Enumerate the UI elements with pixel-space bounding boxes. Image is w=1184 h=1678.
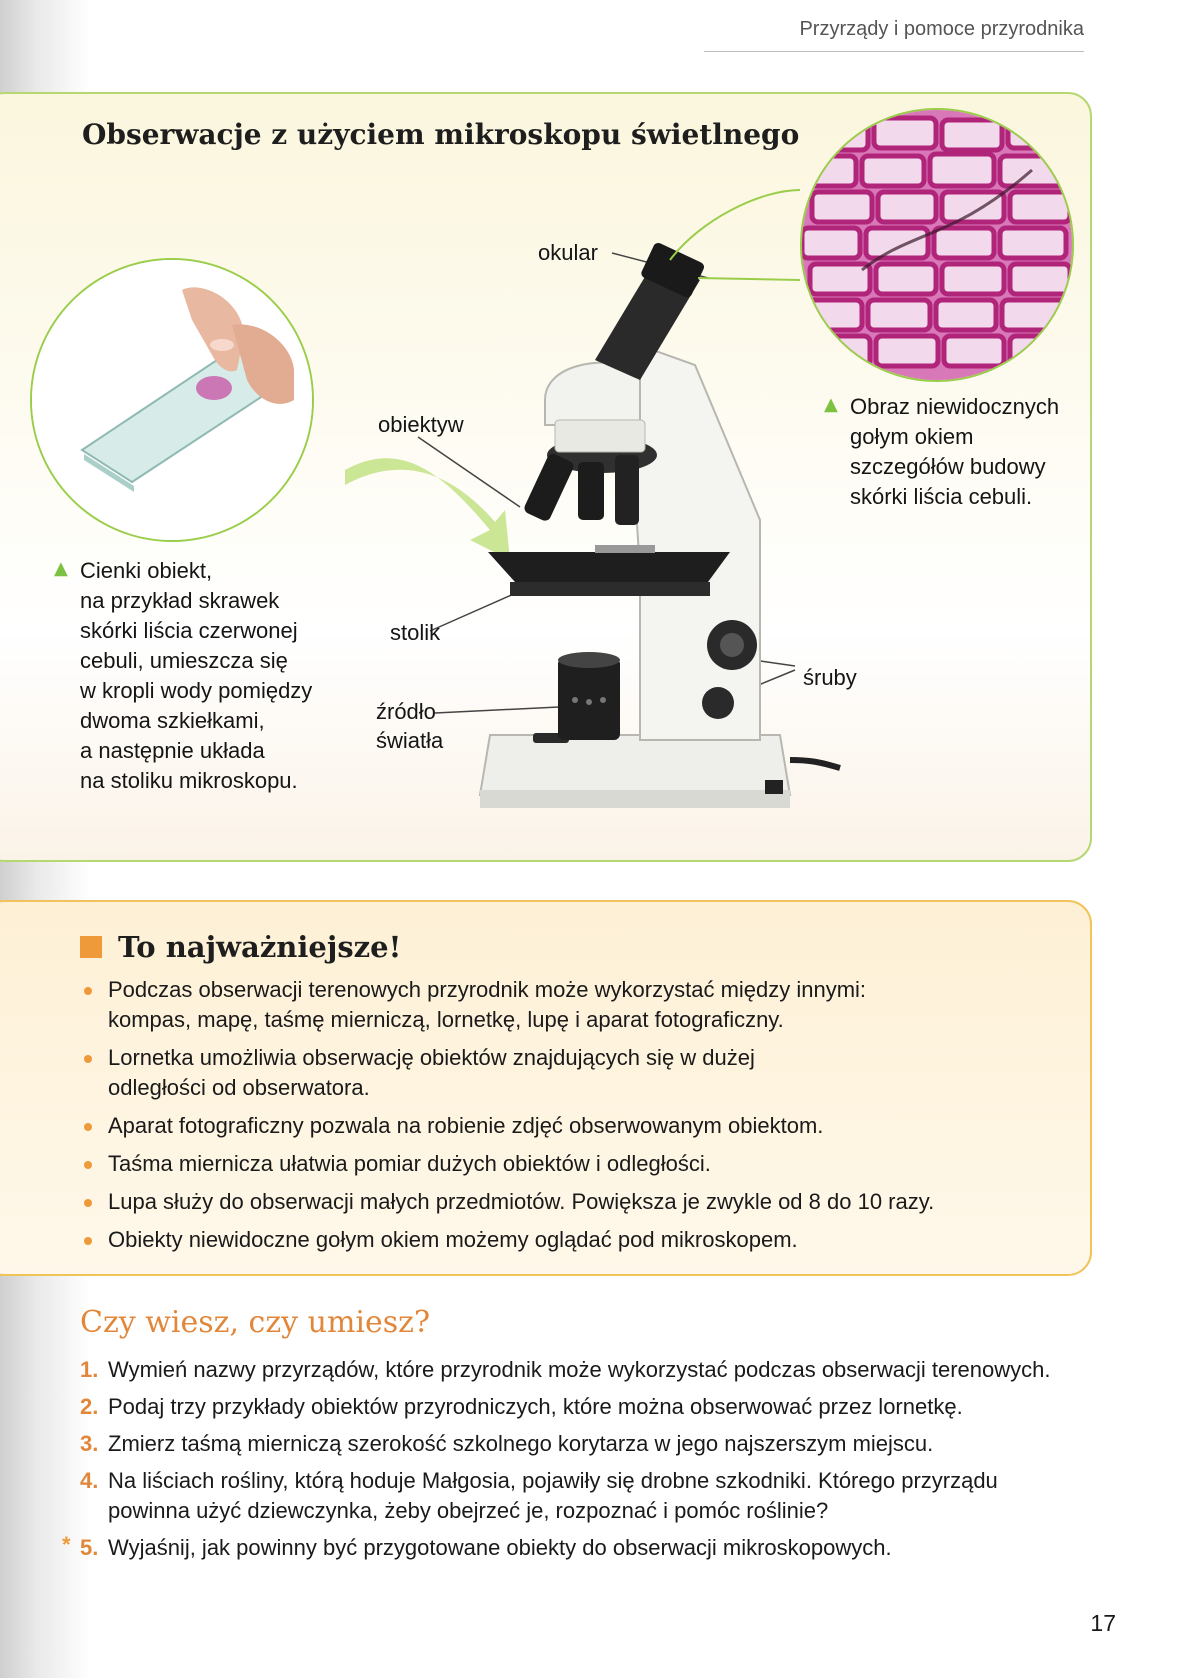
bullet-icon — [84, 1237, 92, 1245]
page-number: 17 — [1090, 1610, 1116, 1636]
question-line: powinna użyć dziewczynka, żeby obejrzeć je, rozpoznać i pomóc roślinie? — [108, 1498, 829, 1523]
quiz-list — [62, 1355, 1100, 1570]
quiz-question — [80, 1355, 1100, 1385]
bullet-icon — [84, 1123, 92, 1131]
section-title: Obserwacje z użyciem mikroskopu świetlnego — [82, 118, 800, 151]
quiz-question — [80, 1392, 1100, 1422]
arrow-up-icon: ▲ — [824, 394, 838, 415]
summary-heading — [80, 930, 401, 964]
running-header: Przyrządy i pomoce przyrodnika — [704, 18, 1084, 52]
list-item-line: Aparat fotograficzny pozwala na robienie zdjęć obserwowanym obiektom. — [108, 1113, 824, 1138]
summary-list — [80, 975, 1040, 1263]
slide-photo — [30, 258, 314, 542]
question-number: 5. — [80, 1535, 99, 1560]
question-line: Wymień nazwy przyrządów, które przyrodnik może wykorzystać podczas obserwacji terenowych. — [108, 1357, 1051, 1382]
question-number: 3. — [80, 1431, 99, 1456]
label-sruby: śruby — [803, 665, 857, 690]
bullet-icon — [84, 1161, 92, 1169]
bullet-icon — [84, 1199, 92, 1207]
quiz-question — [80, 1466, 1100, 1526]
caption-line: Obraz niewidocznych — [850, 394, 1060, 419]
right-caption — [850, 392, 1090, 512]
label-zrodlo-swiatla — [376, 697, 443, 755]
star-icon: * — [62, 1532, 71, 1557]
list-item — [80, 1043, 1040, 1103]
caption-line: szczegółów budowy — [850, 454, 1046, 479]
list-item — [80, 1149, 1040, 1179]
label-okular: okular — [538, 240, 598, 265]
caption-line: cebuli, umieszcza się — [80, 648, 288, 673]
summary-title: To najważniejsze! — [118, 930, 402, 964]
question-number: 1. — [80, 1357, 99, 1382]
bullet-icon — [84, 987, 92, 995]
list-item — [80, 1187, 1040, 1217]
quiz-question — [62, 1532, 1100, 1563]
bullet-icon — [84, 1055, 92, 1063]
caption-line: skórki liścia czerwonej — [80, 618, 298, 643]
question-number: 4. — [80, 1468, 99, 1493]
caption-line: gołym okiem — [850, 424, 974, 449]
list-item — [80, 1225, 1040, 1255]
list-item-line: Taśma miernicza ułatwia pomiar dużych obiektów i odległości. — [108, 1151, 711, 1176]
question-line: Zmierz taśmą mierniczą szerokość szkolnego korytarza w jego najszerszym miejscu. — [108, 1431, 934, 1456]
caption-line: w kropli wody pomiędzy — [80, 678, 313, 703]
label-zrodlo-line-1: źródło — [376, 699, 436, 724]
list-item-line: Obiekty niewidoczne gołym okiem możemy oglądać pod mikroskopem. — [108, 1227, 798, 1252]
list-item — [80, 975, 1040, 1035]
question-line: Na liściach rośliny, którą hoduje Małgosia, pojawiły się drobne szkodniki. Którego przyrządu — [108, 1468, 998, 1493]
square-icon — [80, 936, 102, 958]
label-obiektyw: obiektyw — [378, 412, 464, 437]
label-zrodlo-line-2: światła — [376, 728, 444, 753]
list-item-line: Podczas obserwacji terenowych przyrodnik może wykorzystać między innymi: — [108, 977, 867, 1002]
question-number: 2. — [80, 1394, 99, 1419]
quiz-title: Czy wiesz, czy umiesz? — [80, 1305, 431, 1340]
caption-line: na stoliku mikroskopu. — [80, 768, 298, 793]
list-item-line: Lupa służy do obserwacji małych przedmiotów. Powiększa je zwykle od 8 do 10 razy. — [108, 1189, 935, 1214]
quiz-question — [80, 1429, 1100, 1459]
question-line: Wyjaśnij, jak powinny być przygotowane obiekty do obserwacji mikroskopowych. — [108, 1535, 892, 1560]
caption-line: dwoma szkiełkami, — [80, 708, 265, 733]
caption-line: a następnie układa — [80, 738, 265, 763]
question-line: Podaj trzy przykłady obiektów przyrodniczych, które można obserwować przez lornetkę. — [108, 1394, 963, 1419]
list-item-line: odległości od obserwatora. — [108, 1075, 370, 1100]
list-item-line: kompas, mapę, taśmę mierniczą, lornetkę, lupę i aparat fotograficzny. — [108, 1007, 784, 1032]
left-caption — [80, 556, 380, 796]
caption-line: Cienki obiekt, — [80, 558, 213, 583]
caption-line: skórki liścia cebuli. — [850, 484, 1033, 509]
list-item-line: Lornetka umożliwia obserwację obiektów znajdujących się w dużej — [108, 1045, 755, 1070]
caption-line: na przykład skrawek — [80, 588, 280, 613]
arrow-up-icon: ▲ — [54, 558, 68, 579]
label-stolik: stolik — [390, 620, 441, 645]
list-item — [80, 1111, 1040, 1141]
